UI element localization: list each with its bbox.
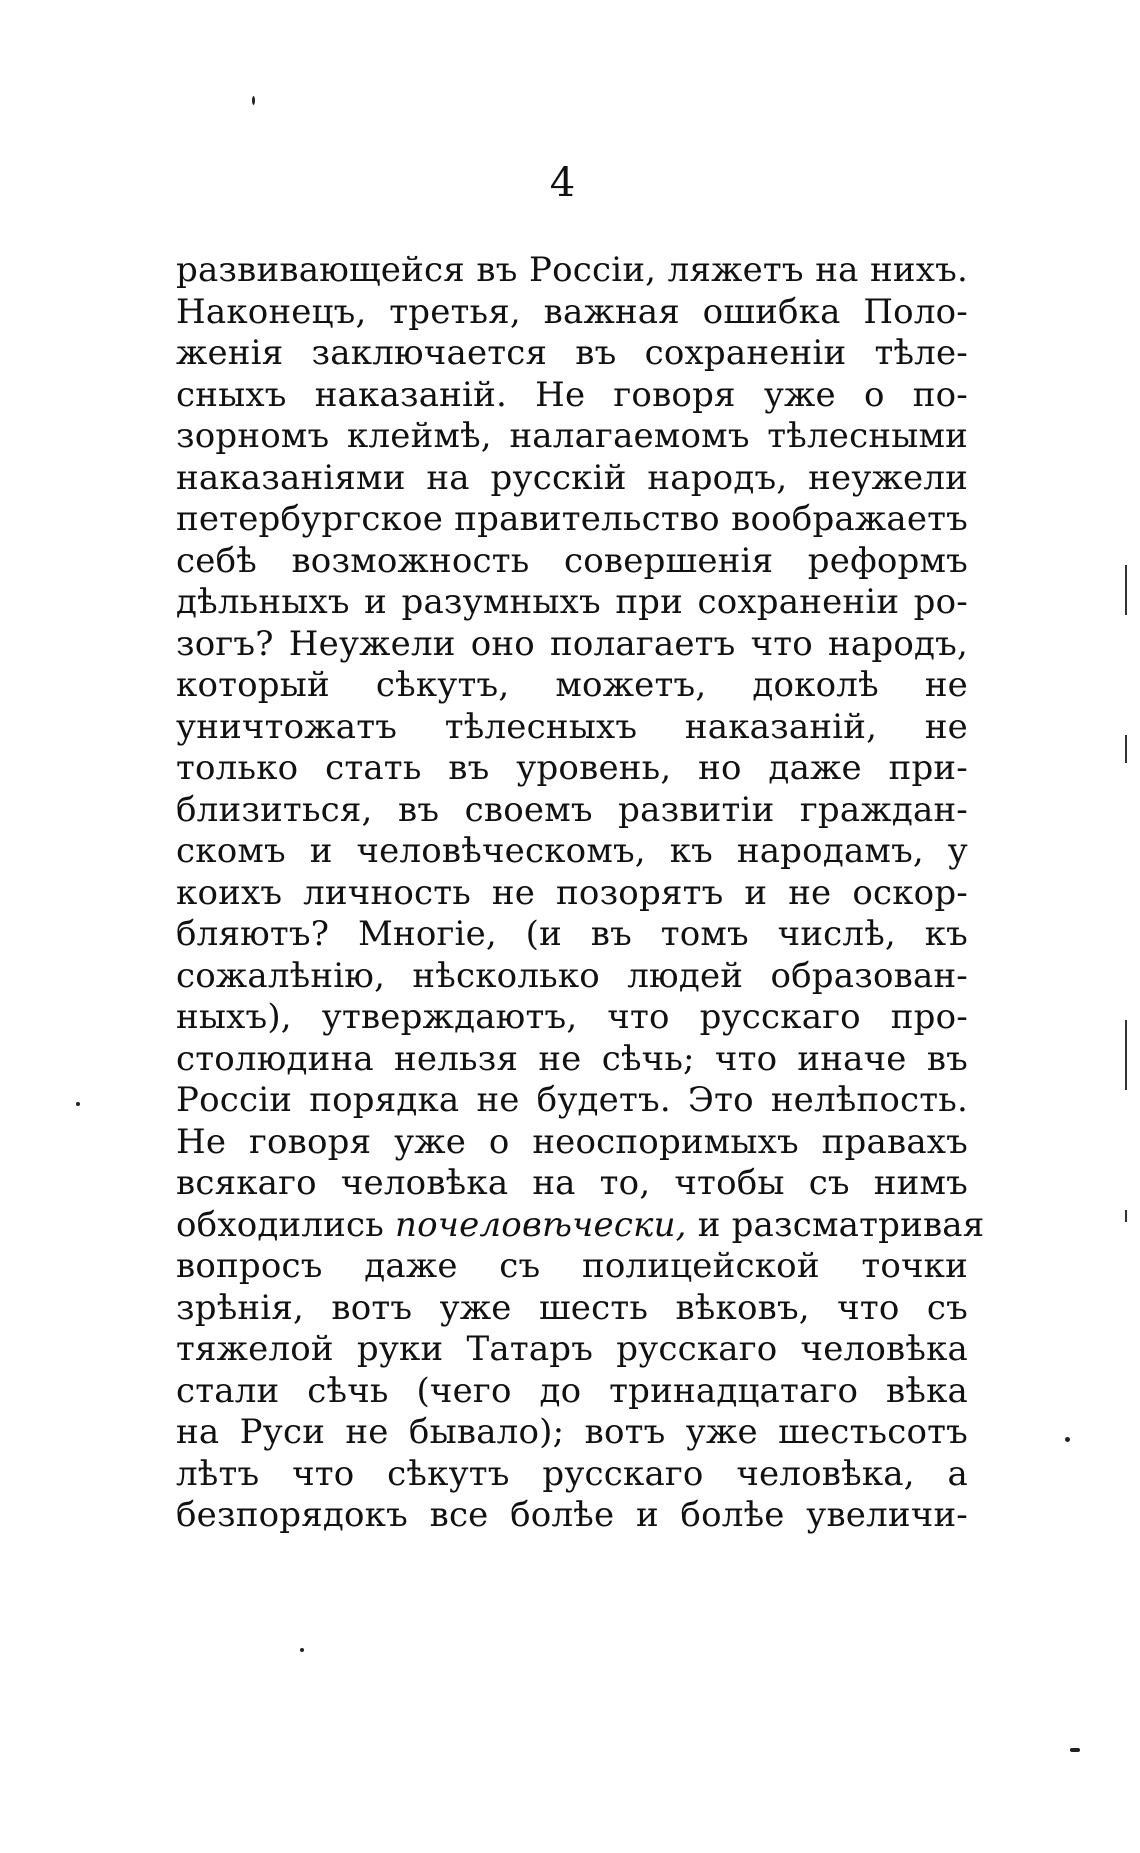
text-line: на Руси не бывало); вотъ уже шестьсотъ <box>176 1412 968 1452</box>
scan-edge-mark <box>1125 1020 1127 1090</box>
text-line: себѣ возможность совершенія реформъ <box>176 540 968 581</box>
text-line: лѣтъ что сѣкутъ русскаго человѣка, а <box>176 1453 968 1494</box>
scan-speck <box>76 1102 80 1106</box>
text-line: стали сѣчь (чего до тринадцатаго вѣка <box>176 1370 968 1411</box>
text-line: только стать въ уровень, но даже при- <box>176 748 968 788</box>
text-line: Наконецъ, третья, важная ошибка Поло- <box>176 291 968 332</box>
text-line: развивающейся въ Россіи, ляжетъ на нихъ. <box>176 250 968 290</box>
scan-speck <box>300 1648 304 1652</box>
text-line: наказаніями на русскій народъ, неужели <box>176 457 968 498</box>
text-line: тяжелой руки Татаръ русскаго человѣка <box>176 1329 968 1369</box>
text-line: который сѣкутъ, можетъ, доколѣ не <box>176 665 968 705</box>
emphasized-word: почеловѣчески, <box>395 1204 687 1245</box>
text-line-with-emphasis <box>176 1204 985 1247</box>
text-line: уничтожатъ тѣлесныхъ наказаній, не <box>176 706 968 747</box>
text-line: зогъ? Неужели оно полагаетъ что народъ, <box>176 623 968 664</box>
scan-speck <box>1065 1437 1070 1442</box>
text-line: петербургское правительство воображаетъ <box>176 499 968 539</box>
text-line: сожалѣнію, нѣсколько людей образован- <box>176 955 968 996</box>
scan-edge-mark <box>1125 735 1127 763</box>
scan-edge-mark <box>1125 565 1127 615</box>
text-line: столюдина нельзя не сѣчь; что иначе въ <box>176 1038 968 1079</box>
text-line: дѣльныхъ и разумныхъ при сохраненіи ро- <box>176 582 968 622</box>
text-line: Не говоря уже о неоспоримыхъ правахъ <box>176 1121 968 1162</box>
scan-speck <box>1070 1748 1080 1752</box>
body-text <box>176 250 985 1537</box>
text-line: бляютъ? Многіе, (и въ томъ числѣ, къ <box>176 914 968 954</box>
text-line: близиться, въ своемъ развитіи граждан- <box>176 789 968 830</box>
text-line: всякаго человѣка на то, чтобы съ нимъ <box>176 1163 968 1203</box>
scan-edge-mark <box>1125 1210 1127 1222</box>
text-line: сныхъ наказаній. Не говоря уже о по- <box>176 374 968 415</box>
text-line: зрѣнія, вотъ уже шесть вѣковъ, что съ <box>176 1287 968 1328</box>
text-fragment: и разсматривая <box>697 1204 985 1245</box>
text-line: Россіи порядка не будетъ. Это нелѣпость. <box>176 1080 968 1120</box>
text-line: коихъ личность не позорятъ и не оскор- <box>176 872 968 913</box>
text-fragment: обходились <box>176 1204 384 1245</box>
page-number: 4 <box>549 160 576 206</box>
text-line: вопросъ даже съ полицейской точки <box>176 1246 968 1286</box>
text-line: скомъ и человѣческомъ, къ народамъ, у <box>176 831 968 871</box>
text-line: женія заключается въ сохраненіи тѣле- <box>176 333 968 373</box>
scan-speck <box>252 96 255 105</box>
text-line: ныхъ), утверждаютъ, что русскаго про- <box>176 997 968 1037</box>
text-line: зорномъ клеймѣ, налагаемомъ тѣлесными <box>176 416 968 456</box>
text-line: безпорядокъ все болѣе и болѣе увеличи- <box>176 1495 968 1535</box>
